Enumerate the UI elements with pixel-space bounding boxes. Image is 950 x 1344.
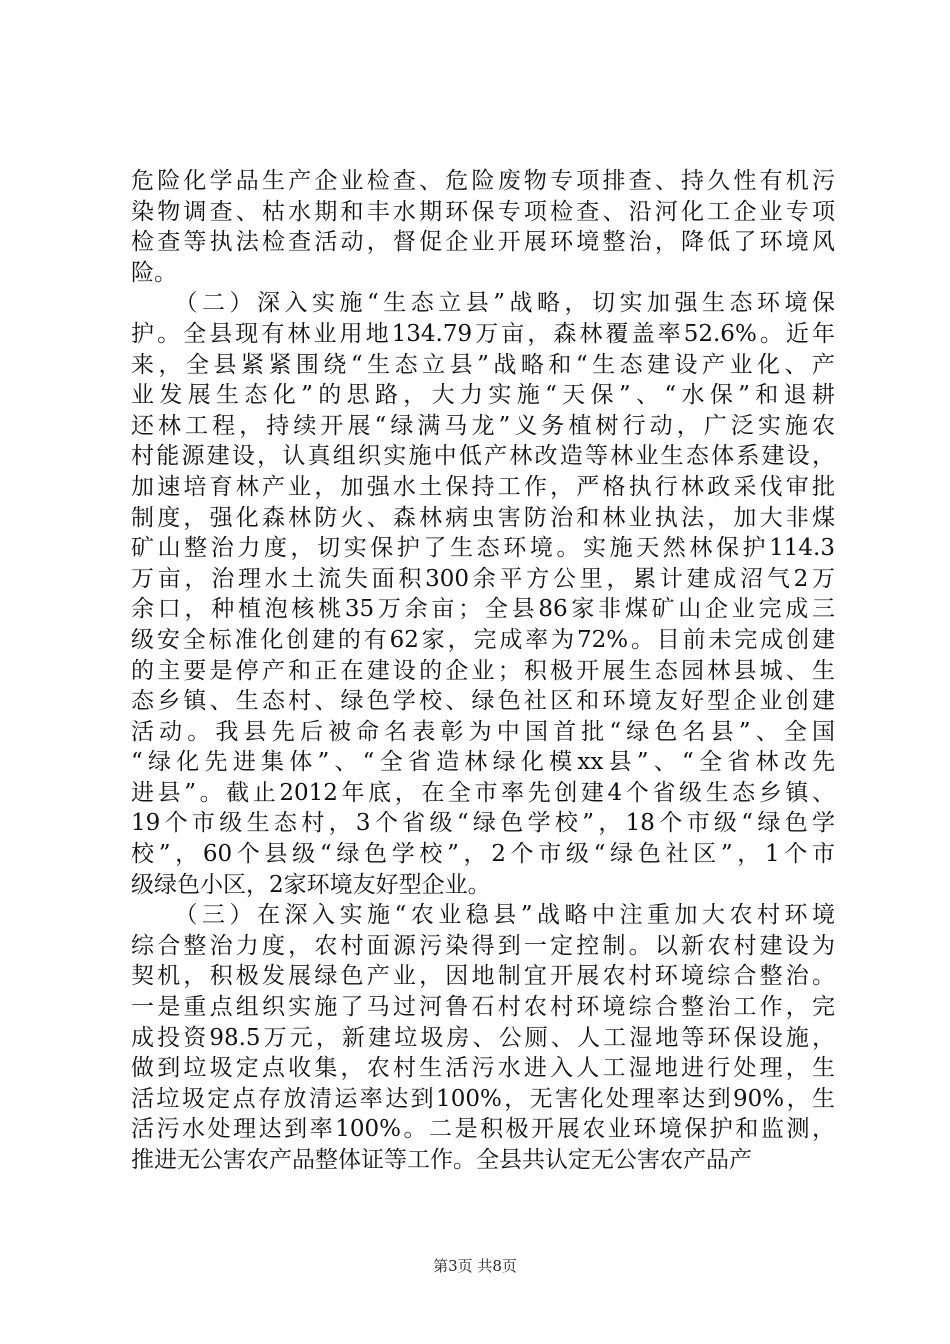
text-line: 检查等执法检查活动，督促企业开展环境整治，降低了环境风 (131, 229, 835, 256)
text-line: 活污水处理达到率100%。二是积极开展农业环境保护和监测， (131, 1116, 835, 1143)
text-line: 级绿色小区，2家环境友好型企业。 (131, 871, 491, 898)
text-line: 一是重点组织实施了马过河鲁石村农村环境综合整治工作，完 (131, 994, 835, 1021)
text-line: 万亩，治理水土流失面积300余平方公里，累计建成沼气2万 (131, 565, 835, 592)
text-line: “绿化先进集体”、“全省造林绿化模xx县”、“全省林改先 (131, 749, 835, 776)
text-line: 进县”。截止2012年底，在全市率先创建4个省级生态乡镇、 (131, 779, 835, 806)
text-line: 的主要是停产和正在建设的企业；积极开展生态园林县城、生 (131, 657, 835, 684)
text-line: 村能源建设，认真组织实施中低产林改造等林业生态体系建设， (131, 443, 835, 470)
text-line: 还林工程，持续开展“绿满马龙”义务植树行动，广泛实施农 (131, 412, 835, 439)
text-line: 护。全县现有林业用地134.79万亩，森林覆盖率52.6%。近年 (131, 320, 835, 347)
text-line: 校”，60个县级“绿色学校”，2个市级“绿色社区”，1个市 (131, 841, 835, 868)
text-line: 危险化学品生产企业检查、危险废物专项排查、持久性有机污 (131, 168, 835, 194)
text-line: 级安全标准化创建的有62家，完成率为72%。目前未完成创建 (131, 626, 835, 653)
text-line: 契机，积极发展绿色产业，因地制宜开展农村环境综合整治。 (131, 963, 835, 990)
text-line: 成投资98.5万元，新建垃圾房、公厕、人工湿地等环保设施， (131, 1024, 835, 1051)
text-line: 做到垃圾定点收集，农村生活污水进入人工湿地进行处理，生 (131, 1055, 835, 1082)
text-line: 来，全县紧紧围绕“生态立县”战略和“生态建设产业化、产 (131, 351, 835, 378)
paragraph (131, 900, 835, 1175)
text-line: 推进无公害农产品整体证等工作。全县共认定无公害农产品产 (131, 1147, 752, 1173)
page-footer: 第3页 共8页 (433, 1257, 517, 1275)
text-line: 染物调查、枯水期和丰水期环保专项检查、沿河化工企业专项 (131, 198, 835, 225)
text-line: 业发展生态化”的思路，大力实施“天保”、“水保”和退耕 (131, 382, 835, 409)
text-line: （二）深入实施“生态立县”战略，切实加强生态环境保 (131, 290, 835, 317)
text-line: 险。 (131, 259, 177, 286)
text-line: 余口，种植泡核桃35万余亩；全县86家非煤矿山企业完成三 (131, 596, 835, 623)
text-line: 态乡镇、生态村、绿色学校、绿色社区和环境友好型企业创建 (131, 688, 835, 715)
text-line: 活垃圾定点存放清运率达到100%，无害化处理率达到90%，生 (131, 1085, 835, 1112)
text-line: 制度，强化森林防火、森林病虫害防治和林业执法，加大非煤 (131, 504, 835, 531)
text-line: 综合整治力度，农村面源污染得到一定控制。以新农村建设为 (131, 932, 835, 959)
text-line: 加速培育林产业，加强水土保持工作，严格执行林政采伐审批 (131, 473, 835, 500)
text-line: 活动。我县先后被命名表彰为中国首批“绿色名县”、全国 (131, 718, 835, 745)
text-line: 19个市级生态村，3个省级“绿色学校”，18个市级“绿色学 (131, 810, 835, 837)
text-line: 矿山整治力度，切实保护了生态环境。实施天然林保护114.3 (131, 535, 835, 562)
paragraph (131, 288, 835, 900)
text-line: （三）在深入实施“农业稳县”战略中注重加大农村环境 (131, 902, 835, 929)
paragraph (131, 166, 835, 288)
document-body (131, 166, 835, 1176)
